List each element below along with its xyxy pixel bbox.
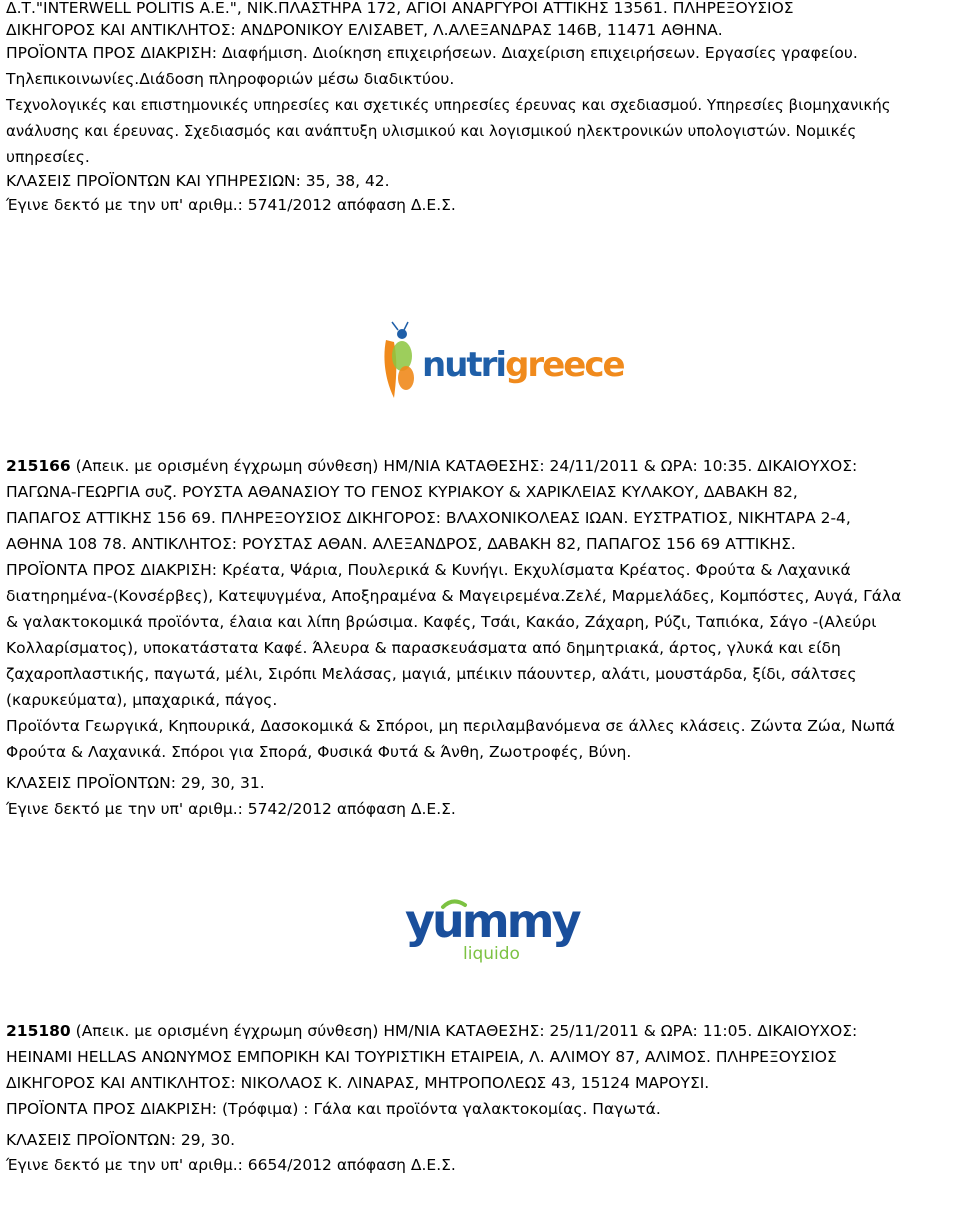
- svg-text:nutrigreece: [422, 345, 624, 385]
- text-line: Έγινε δεκτό με την υπ' αριθμ.: 5741/2012 απόφαση Δ.Ε.Σ.: [6, 196, 456, 214]
- application-number: 215166: [6, 457, 71, 475]
- text-line: ζαχαροπλαστικής, παγωτά, μέλι, Σιρόπι Μελάσας, μαγιά, μπέικιν πάουντερ, αλάτι, μουστάρδα, ξίδι, σάλτσες: [6, 665, 857, 683]
- text-line: Έγινε δεκτό με την υπ' αριθμ.: 5742/2012 απόφαση Δ.Ε.Σ.: [6, 800, 456, 818]
- application-number: 215180: [6, 1022, 71, 1040]
- text-line: υπηρεσίες.: [6, 148, 90, 166]
- text-line: ΠΑΓΩΝΑ-ΓΕΩΡΓΙΑ συζ. ΡΟΥΣΤΑ ΑΘΑΝΑΣΙΟΥ ΤΟ ΓΕΝΟΣ ΚΥΡΙΑΚΟΥ & ΧΑΡΙΚΛΕΙΑΣ ΚΥΛΑΚΟΥ, ΔΑΒΑΚΗ 82,: [6, 483, 798, 501]
- text-line: ΠΡΟΪΟΝΤΑ ΠΡΟΣ ΔΙΑΚΡΙΣΗ: Διαφήμιση. Διοίκηση επιχειρήσεων. Διαχείριση επιχειρήσεων. Εργασίες γραφείου.: [6, 44, 858, 62]
- text-line: ΠΑΠΑΓΟΣ ΑΤΤΙΚΗΣ 156 69. ΠΛΗΡΕΞΟΥΣΙΟΣ ΔΙΚΗΓΟΡΟΣ: ΒΛΑΧΟΝΙΚΟΛΕΑΣ ΙΩΑΝ. ΕΥΣΤΡΑΤΙΟΣ, ΝΙΚΗΤΑΡΑ 2-4,: [6, 509, 851, 527]
- text-line: Τεχνολογικές και επιστημονικές υπηρεσίες και σχετικές υπηρεσίες έρευνας και σχεδιασμού. Υπηρεσίες βιομηχανικής: [6, 96, 891, 114]
- text-line: Φρούτα & Λαχανικά. Σπόροι για Σπορά, Φυσικά Φυτά & Άνθη, Ζωοτροφές, Βύνη.: [6, 743, 632, 761]
- entry-first-line: [6, 1020, 857, 1042]
- text-line: ΑΘΗΝΑ 108 78. ΑΝΤΙΚΛΗΤΟΣ: ΡΟΥΣΤΑΣ ΑΘΑΝ. ΑΛΕΞΑΝΔΡΟΣ, ΔΑΒΑΚΗ 82, ΠΑΠΑΓΟΣ 156 69 ΑΤΤΙΚΗΣ.: [6, 535, 796, 553]
- text-line: (καρυκεύματα), μπαχαρικά, πάγος.: [6, 691, 278, 709]
- logo-word-greece: greece: [505, 345, 624, 385]
- text-line: ΚΛΑΣΕΙΣ ΠΡΟΪΟΝΤΩΝ: 29, 30, 31.: [6, 774, 265, 792]
- entry-details: (Απεικ. με ορισμένη έγχρωμη σύνθεση) ΗΜ/ΝΙΑ ΚΑΤΑΘΕΣΗΣ: 25/11/2011 & ΩΡΑ: 11:05. ΔΙΚΑΙΟΥΧΟΣ:: [70, 1022, 858, 1040]
- text-line: ΠΡΟΪΟΝΤΑ ΠΡΟΣ ΔΙΑΚΡΙΣΗ: (Τρόφιμα) : Γάλα και προϊόντα γαλακτοκομίας. Παγωτά.: [6, 1100, 661, 1118]
- logo-word-nutri: nutri: [422, 345, 506, 385]
- text-line: Έγινε δεκτό με την υπ' αριθμ.: 6654/2012 απόφαση Δ.Ε.Σ.: [6, 1156, 456, 1174]
- text-line: Προϊόντα Γεωργικά, Κηπουρικά, Δασοκομικά & Σπόροι, μη περιλαμβανόμενα σε άλλες κλάσεις. Ζώντα Ζώα, Νωπά: [6, 717, 896, 735]
- text-line: ΔΙΚΗΓΟΡΟΣ ΚΑΙ ΑΝΤΙΚΛΗΤΟΣ: ΝΙΚΟΛΑΟΣ Κ. ΛΙΝΑΡΑΣ, ΜΗΤΡΟΠΟΛΕΩΣ 43, 15124 ΜΑΡΟΥΣΙ.: [6, 1074, 710, 1092]
- text-line: Κολλαρίσματος), υποκατάστατα Καφέ. Άλευρα & παρασκευάσματα από δημητριακά, άρτος, γλυκά και είδη: [6, 639, 841, 657]
- bee-icon: [384, 322, 414, 398]
- yummy-liquido-logo: [403, 894, 579, 967]
- text-line: ΚΛΑΣΕΙΣ ΠΡΟΪΟΝΤΩΝ ΚΑΙ ΥΠΗΡΕΣΙΩΝ: 35, 38, 42.: [6, 172, 390, 190]
- entry-details: (Απεικ. με ορισμένη έγχρωμη σύνθεση) ΗΜ/ΝΙΑ ΚΑΤΑΘΕΣΗΣ: 24/11/2011 & ΩΡΑ: 10:35. ΔΙΚΑΙΟΥΧΟΣ:: [70, 457, 858, 475]
- text-line: HEINAMI HELLAS ΑΝΩΝΥΜΟΣ ΕΜΠΟΡΙΚΗ ΚΑΙ ΤΟΥΡΙΣΤΙΚΗ ΕΤΑΙΡΕΙΑ, Λ. ΑΛΙΜΟΥ 87, ΑΛΙΜΟΣ. ΠΛΗΡΕΞΟΥΣΙΟΣ: [6, 1048, 837, 1066]
- logo-word-yummy: yummy: [405, 894, 579, 948]
- text-line: ανάλυσης και έρευνας. Σχεδιασμός και ανάπτυξη υλισμικού και λογισμικού ηλεκτρονικών υπολογιστών. Νομικές: [6, 122, 857, 140]
- logo-word-liquido: liquido: [463, 944, 520, 964]
- entry-first-line: [6, 455, 857, 477]
- text-line: ΔΙΚΗΓΟΡΟΣ ΚΑΙ ΑΝΤΙΚΛΗΤΟΣ: ΑΝΔΡΟΝΙΚΟΥ ΕΛΙΣΑΒΕΤ, Λ.ΑΛΕΞΑΝΔΡΑΣ 146Β, 11471 ΑΘΗΝΑ.: [6, 21, 723, 39]
- text-line: ΚΛΑΣΕΙΣ ΠΡΟΪΟΝΤΩΝ: 29, 30.: [6, 1131, 236, 1149]
- nutrigreece-logo: [380, 320, 624, 410]
- text-line: Τηλεπικοινωνίες.Διάδοση πληροφοριών μέσω διαδικτύου.: [6, 70, 455, 88]
- text-line: & γαλακτοκομικά προϊόντα, έλαια και λίπη βρώσιμα. Καφές, Τσάι, Κακάο, Ζάχαρη, Ρύζι, Ταπιόκα, Σάγο -(Αλεύρι: [6, 613, 877, 631]
- text-line: ΠΡΟΪΟΝΤΑ ΠΡΟΣ ΔΙΑΚΡΙΣΗ: Κρέατα, Ψάρια, Πουλερικά & Κυνήγι. Εκχυλίσματα Κρέατος. Φρούτα & Λαχανικά: [6, 561, 851, 579]
- text-line: διατηρημένα-(Κονσέρβες), Κατεψυγμένα, Αποξηραμένα & Μαγειρεμένα.Ζελέ, Μαρμελάδες, Κομπόστες, Αυγά, Γάλα: [6, 587, 902, 605]
- text-line: Δ.Τ."INTERWELL POLITIS Α.Ε.", ΝΙΚ.ΠΛΑΣΤΗΡΑ 172, ΑΓΙΟΙ ΑΝΑΡΓΥΡΟΙ ΑΤΤΙΚΗΣ 13561. ΠΛΗΡΕΞΟΥΣΙΟΣ: [6, 0, 794, 17]
